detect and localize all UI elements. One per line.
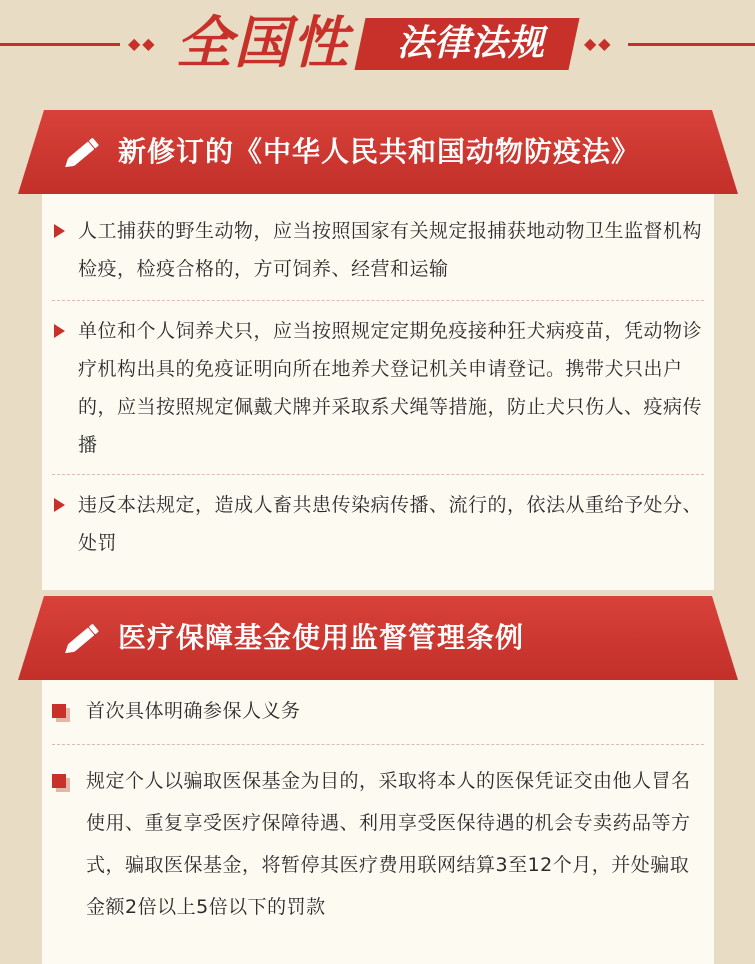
header-line-left <box>0 43 120 46</box>
list-item-text: 单位和个人饲养犬只，应当按照规定定期免疫接种狂犬病疫苗，凭动物诊疗机构出具的免疫证明向所在地养犬登记机关申请登记。携带犬只出户的，应当按照规定佩戴犬牌并采取系犬绳等措施，防止犬只伤人、疫病传播 <box>78 320 703 456</box>
section-card <box>42 680 714 964</box>
list-item <box>42 760 714 930</box>
list-item-text: 违反本法规定，造成人畜共患传染病传播、流行的，依法从重给予处分、处罚 <box>78 494 703 554</box>
page-subtitle: 法律法规 <box>396 23 545 64</box>
pencil-icon <box>62 136 102 170</box>
square-bullet-icon <box>52 774 66 788</box>
divider <box>52 474 704 475</box>
diamond-icon-right: ◆◆ <box>584 34 613 53</box>
list-item-text: 规定个人以骗取医保基金为目的，采取将本人的医保凭证交由他人冒名使用、重复享受医疗保障待遇、利用享受医保待遇的机会专卖药品等方式，骗取医保基金，将暂停其医疗费用联网结算3至12个月，并处骗取金额2倍以上5倍以下的罚款 <box>86 770 691 918</box>
diamond-icon-left: ◆◆ <box>128 34 157 53</box>
section-animal-epidemic-law <box>0 110 755 590</box>
list-item <box>42 212 714 288</box>
list-item <box>42 312 714 464</box>
list-item-text: 人工捕获的野生动物，应当按照国家有关规定报捕获地动物卫生监督机构检疫，检疫合格的，方可饲养、经营和运输 <box>78 220 703 280</box>
section-heading: 医疗保障基金使用监督管理条例 <box>118 621 525 654</box>
section-heading: 新修订的《中华人民共和国动物防疫法》 <box>118 135 641 168</box>
divider <box>52 300 704 301</box>
list-item <box>42 692 714 730</box>
page-header <box>0 0 755 90</box>
header-line-right <box>628 43 755 46</box>
list-item-text: 首次具体明确参保人义务 <box>86 700 301 722</box>
square-bullet-icon <box>52 704 66 718</box>
list-item <box>42 486 714 562</box>
triangle-bullet-icon <box>54 498 65 512</box>
pencil-icon <box>62 622 102 656</box>
triangle-bullet-icon <box>54 324 65 338</box>
section-medical-insurance-fund <box>0 596 755 964</box>
triangle-bullet-icon <box>54 224 65 238</box>
divider <box>52 744 704 745</box>
section-card <box>42 194 714 590</box>
page-title: 全国性 <box>176 11 350 76</box>
section-banner <box>18 110 738 194</box>
section-banner <box>18 596 738 680</box>
